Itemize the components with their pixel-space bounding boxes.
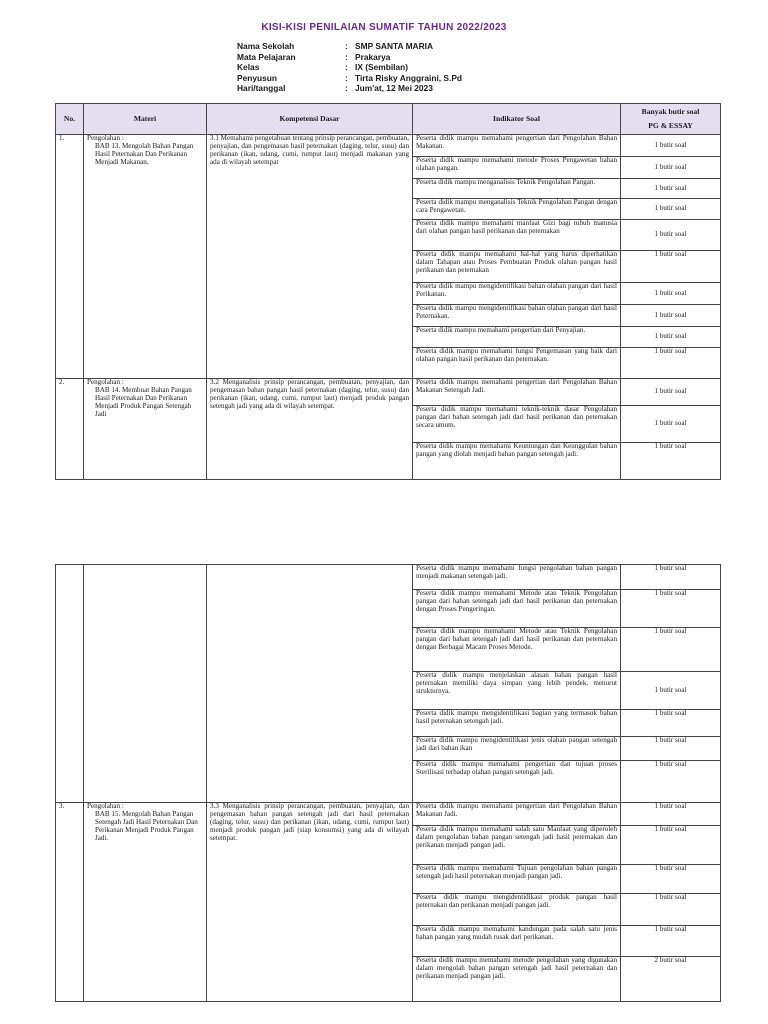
info-value: Jum'at, 12 Mei 2023 — [355, 83, 433, 94]
indikator-cell: Peserta didik mampu memahami fungsi pengolahan bahan pangan menjadi makanan setengah jadi. — [413, 565, 621, 590]
indikator-cell: Peserta didik mampu memahami kandungan pada salah satu jenis bahan pangan yang mudah rusak dari perikanan. — [413, 926, 621, 957]
indikator-cell: Peserta didik mampu memahami pengertian dari Penyajian. — [413, 327, 621, 348]
materi-label: Pengolahan : — [87, 802, 124, 810]
butir-count-cell: 1 butir soal — [621, 135, 721, 157]
grid-table-page-2 — [55, 564, 721, 1002]
indikator-cell: Peserta didik mampu memahami Keuntungan dan Keunggulan bahan pangan yang diolah menjadi bahan pangan setengah jadi. — [413, 443, 621, 480]
grid-table-page-1 — [55, 103, 721, 480]
info-separator: : — [345, 41, 348, 51]
row-number: 2. — [56, 379, 84, 480]
butir-count-cell: 1 butir soal — [621, 710, 721, 737]
table-row — [56, 135, 721, 157]
butir-count-cell: 1 butir soal — [621, 348, 721, 379]
header-banyak-butir-soal — [621, 104, 721, 135]
indikator-cell: Peserta didik mampu memahami pengertian dari Pengolahan Bahan Makanan. — [413, 135, 621, 157]
kompetensi-dasar-cell — [207, 565, 413, 803]
butir-count-cell: 1 butir soal — [621, 737, 721, 761]
info-separator: : — [345, 62, 348, 73]
indikator-cell: Peserta didik mampu mengidentifikasi jenis olahan pangan setengah jadi dari bahan ikan — [413, 737, 621, 761]
info-label: Penyusun — [237, 72, 278, 83]
butir-count-cell: 1 butir soal — [621, 327, 721, 348]
kompetensi-dasar-cell: 3.1 Memahami pengetahuan tentang prinsip perancangan, pembuatan, penyajian, dan pengemasan hasil peternakan (daging, telur, susu) dan perikanan (ikan, udang, cumi, rumput laut) menjadi makanan yang ada di wilayah setempat — [207, 135, 413, 379]
info-label: Hari/tanggal — [237, 83, 286, 94]
kompetensi-dasar-cell: 3.3 Menganalisis prinsip perancangan, pembuatan, penyajian, dan pengemasan bahan pangan setengah jadi dari hasil peternakan (daging, telur, susu) dan perikanan (ikan, udang, cumi, rumput laut) menjadi produk pangan jadi (siap konsumsi) yang ada di wilayah setempat. — [207, 803, 413, 1002]
info-separator: : — [345, 51, 348, 62]
indikator-cell: Peserta didik mampu memahami pengertian dari Pengolahan Bahan Makanan Setengah Jadi. — [413, 379, 621, 406]
indikator-cell: Peserta didik mampu memahami salah satu Manfaat yang diperoleh dalam pengolahan bahan pangan setengah jadi hasil peternakan dan perikanan menjadi pangan jadi. — [413, 826, 621, 865]
materi-cell — [84, 135, 207, 379]
butir-count-cell: 1 butir soal — [621, 406, 721, 443]
butir-count-cell: 1 butir soal — [621, 865, 721, 894]
butir-count-cell: 1 butir soal — [621, 826, 721, 865]
indikator-cell: Peserta didik mampu mengidentifikasi bahan olahan pangan dari hasil Perikanan. — [413, 283, 621, 305]
butir-count-cell: 1 butir soal — [621, 220, 721, 251]
info-value: IX (Sembilan) — [355, 62, 409, 73]
materi-title: BAB 14. Membuat Bahan Pangan Hasil Peternakan Dan Perikanan Menjadi Produk Pangan Setengah Jadi — [95, 385, 192, 418]
table-body-page-2 — [56, 565, 721, 1002]
indikator-cell: Peserta didik mampu mengidentifikasi bahan olahan pangan dari hasil Peternakan. — [413, 305, 621, 327]
info-value: SMP SANTA MARIA — [355, 41, 434, 51]
info-row-class — [237, 62, 462, 73]
butir-count-cell: 1 butir soal — [621, 803, 721, 826]
indikator-cell: Peserta didik mampu memahami metode pengolahan yang digunakan dalam mengolah bahan pangan setengah jadi hasil peternakan dan perikanan menjadi pangan jadi. — [413, 957, 621, 1002]
butir-count-cell: 1 butir soal — [621, 251, 721, 283]
row-number — [56, 565, 84, 803]
indikator-cell: Peserta didik mampu memahami Tujuan pengolahan bahan pangan setengah jadi hasil peternakan menjadi pangan jadi. — [413, 865, 621, 894]
info-row-school — [237, 41, 462, 52]
header-kompetensi-dasar: Kompetensi Dasar — [207, 104, 413, 135]
materi-cell — [84, 565, 207, 803]
table-row — [56, 379, 721, 406]
butir-count-cell: 1 butir soal — [621, 199, 721, 220]
materi-title: BAB 13. Mengolah Bahan Pangan Hasil Peternakan Dan Perikanan Menjadi Makanan. — [95, 141, 194, 166]
kompetensi-dasar-cell: 3.2 Menganalisis prinsip perancangan, pembuatan, penyajian, dan pengemasan bahan pangan hasil peternakan (daging, telur, susu) dan perikanan (ikan, udang, cumi, rumput laut) menjadi produk pangan setengah jadi yang ada di wilayah setempat. — [207, 379, 413, 480]
header-banyak-line-1: Banyak butir soal — [641, 107, 700, 117]
info-label: Kelas — [237, 62, 260, 73]
materi-title: BAB 15. Mengolah Bahan Pangan Setengah Jadi Hasil Peternakan Dan Perikanan Menjadi Produk Pangan Jadi. — [95, 809, 198, 842]
butir-count-cell: 1 butir soal — [621, 926, 721, 957]
indikator-cell: Peserta didik mampu memahami fungsi Pengemasan yang baik dari olahan pangan hasil perikanan dan peternakan. — [413, 348, 621, 379]
document-info — [237, 41, 462, 94]
butir-count-cell: 1 butir soal — [621, 565, 721, 590]
info-label: Mata Pelajaran — [237, 51, 296, 62]
butir-count-cell: 1 butir soal — [621, 305, 721, 327]
info-label: Nama Sekolah — [237, 41, 295, 51]
butir-count-cell: 1 butir soal — [621, 283, 721, 305]
indikator-cell: Peserta didik mampu menjelaskan alasan bahan pangan hasil peternakan memiliki daya simpan yang lebih pendek, menurut strukturnya. — [413, 672, 621, 710]
info-value: Tirta Risky Anggraini, S.Pd — [355, 72, 463, 83]
butir-count-cell: 1 butir soal — [621, 894, 721, 926]
table-body-page-1 — [56, 135, 721, 480]
indikator-cell: Peserta didik mampu memahami pengertian dari Pengolahan Bahan Makanan Jadi. — [413, 803, 621, 826]
indikator-cell: Peserta didik mampu menganalisis Teknik Pengolahan Pangan dengan cara Pengawetan. — [413, 199, 621, 220]
butir-count-cell: 1 butir soal — [621, 761, 721, 803]
butir-count-cell: 1 butir soal — [621, 379, 721, 406]
butir-count-cell: 1 butir soal — [621, 672, 721, 710]
info-row-author — [237, 73, 462, 84]
materi-label: Pengolahan : — [87, 378, 124, 386]
info-separator: : — [345, 72, 348, 83]
butir-count-cell: 1 butir soal — [621, 628, 721, 672]
table-header-row — [56, 104, 721, 135]
butir-count-cell: 1 butir soal — [621, 443, 721, 480]
indikator-cell: Peserta didik mampu memahami hal-hal yang harus diperhatikan dalam Tahapan atau Proses Pembuatan Produk olahan pangan hasil perikanan dan peternakan — [413, 251, 621, 283]
materi-label: Pengolahan : — [87, 134, 124, 142]
indikator-cell: Peserta didik mampu memahami manfaat Gizi bagi tubuh manusia dari olahan pangan hasil perikanan dan peternakan — [413, 220, 621, 251]
header-no: No. — [56, 104, 84, 135]
butir-count-cell: 1 butir soal — [621, 179, 721, 199]
row-number: 3. — [56, 803, 84, 1002]
indikator-cell: Peserta didik mampu memahami metode Proses Pengawetan bahan olahan pangan. — [413, 157, 621, 179]
indikator-cell: Peserta didik mampu memahami pengertian dan tujuan proses Sterilisasi terhadap olahan pangan setengah jadi. — [413, 761, 621, 803]
header-materi: Materi — [84, 104, 207, 135]
indikator-cell: Peserta didik mampu memahami Metode atau Teknik Pengolahan pangan dari bahan setengah jadi dari hasil perikanan dan peternakan dengan Proses Pengeringan. — [413, 590, 621, 628]
indikator-cell: Peserta didik mampu mengidentidikasi produk pangan hasil peternakan dan perikanan menjadi pangan jadi. — [413, 894, 621, 926]
materi-cell — [84, 803, 207, 1002]
info-row-subject — [237, 52, 462, 63]
butir-count-cell: 2 butir soal — [621, 957, 721, 1002]
table-row — [56, 565, 721, 590]
table-row — [56, 803, 721, 826]
indikator-cell: Peserta didik mampu menganalisis Teknik Pengolahan Pangan. — [413, 179, 621, 199]
info-value: Prakarya — [355, 51, 391, 62]
indikator-cell: Peserta didik mampu memahami teknik-teknik dasar Pengolahan pangan dari bahan setengah jadi dari hasil perikanan dan peternakan secara umum. — [413, 406, 621, 443]
butir-count-cell: 1 butir soal — [621, 157, 721, 179]
row-number: 1. — [56, 135, 84, 379]
page-title: KISI-KISI PENILAIAN SUMATIF TAHUN 2022/2023 — [261, 22, 507, 33]
header-indikator-soal: Indikator Soal — [413, 104, 621, 135]
butir-count-cell: 1 butir soal — [621, 590, 721, 628]
materi-cell — [84, 379, 207, 480]
info-separator: : — [345, 83, 348, 94]
header-banyak-line-2: PG & ESSAY — [648, 121, 693, 130]
indikator-cell: Peserta didik mampu memahami Metode atau Teknik Pengolahan pangan dari bahan setengah jadi dari hasil perikanan dan peternakan dengan Berbagai Macam Proses Metode. — [413, 628, 621, 672]
indikator-cell: Peserta didik mampu mengidentifikasi bagian yang termasuk bahan hasil peternakan setengah jadi. — [413, 710, 621, 737]
info-row-date — [237, 83, 462, 94]
